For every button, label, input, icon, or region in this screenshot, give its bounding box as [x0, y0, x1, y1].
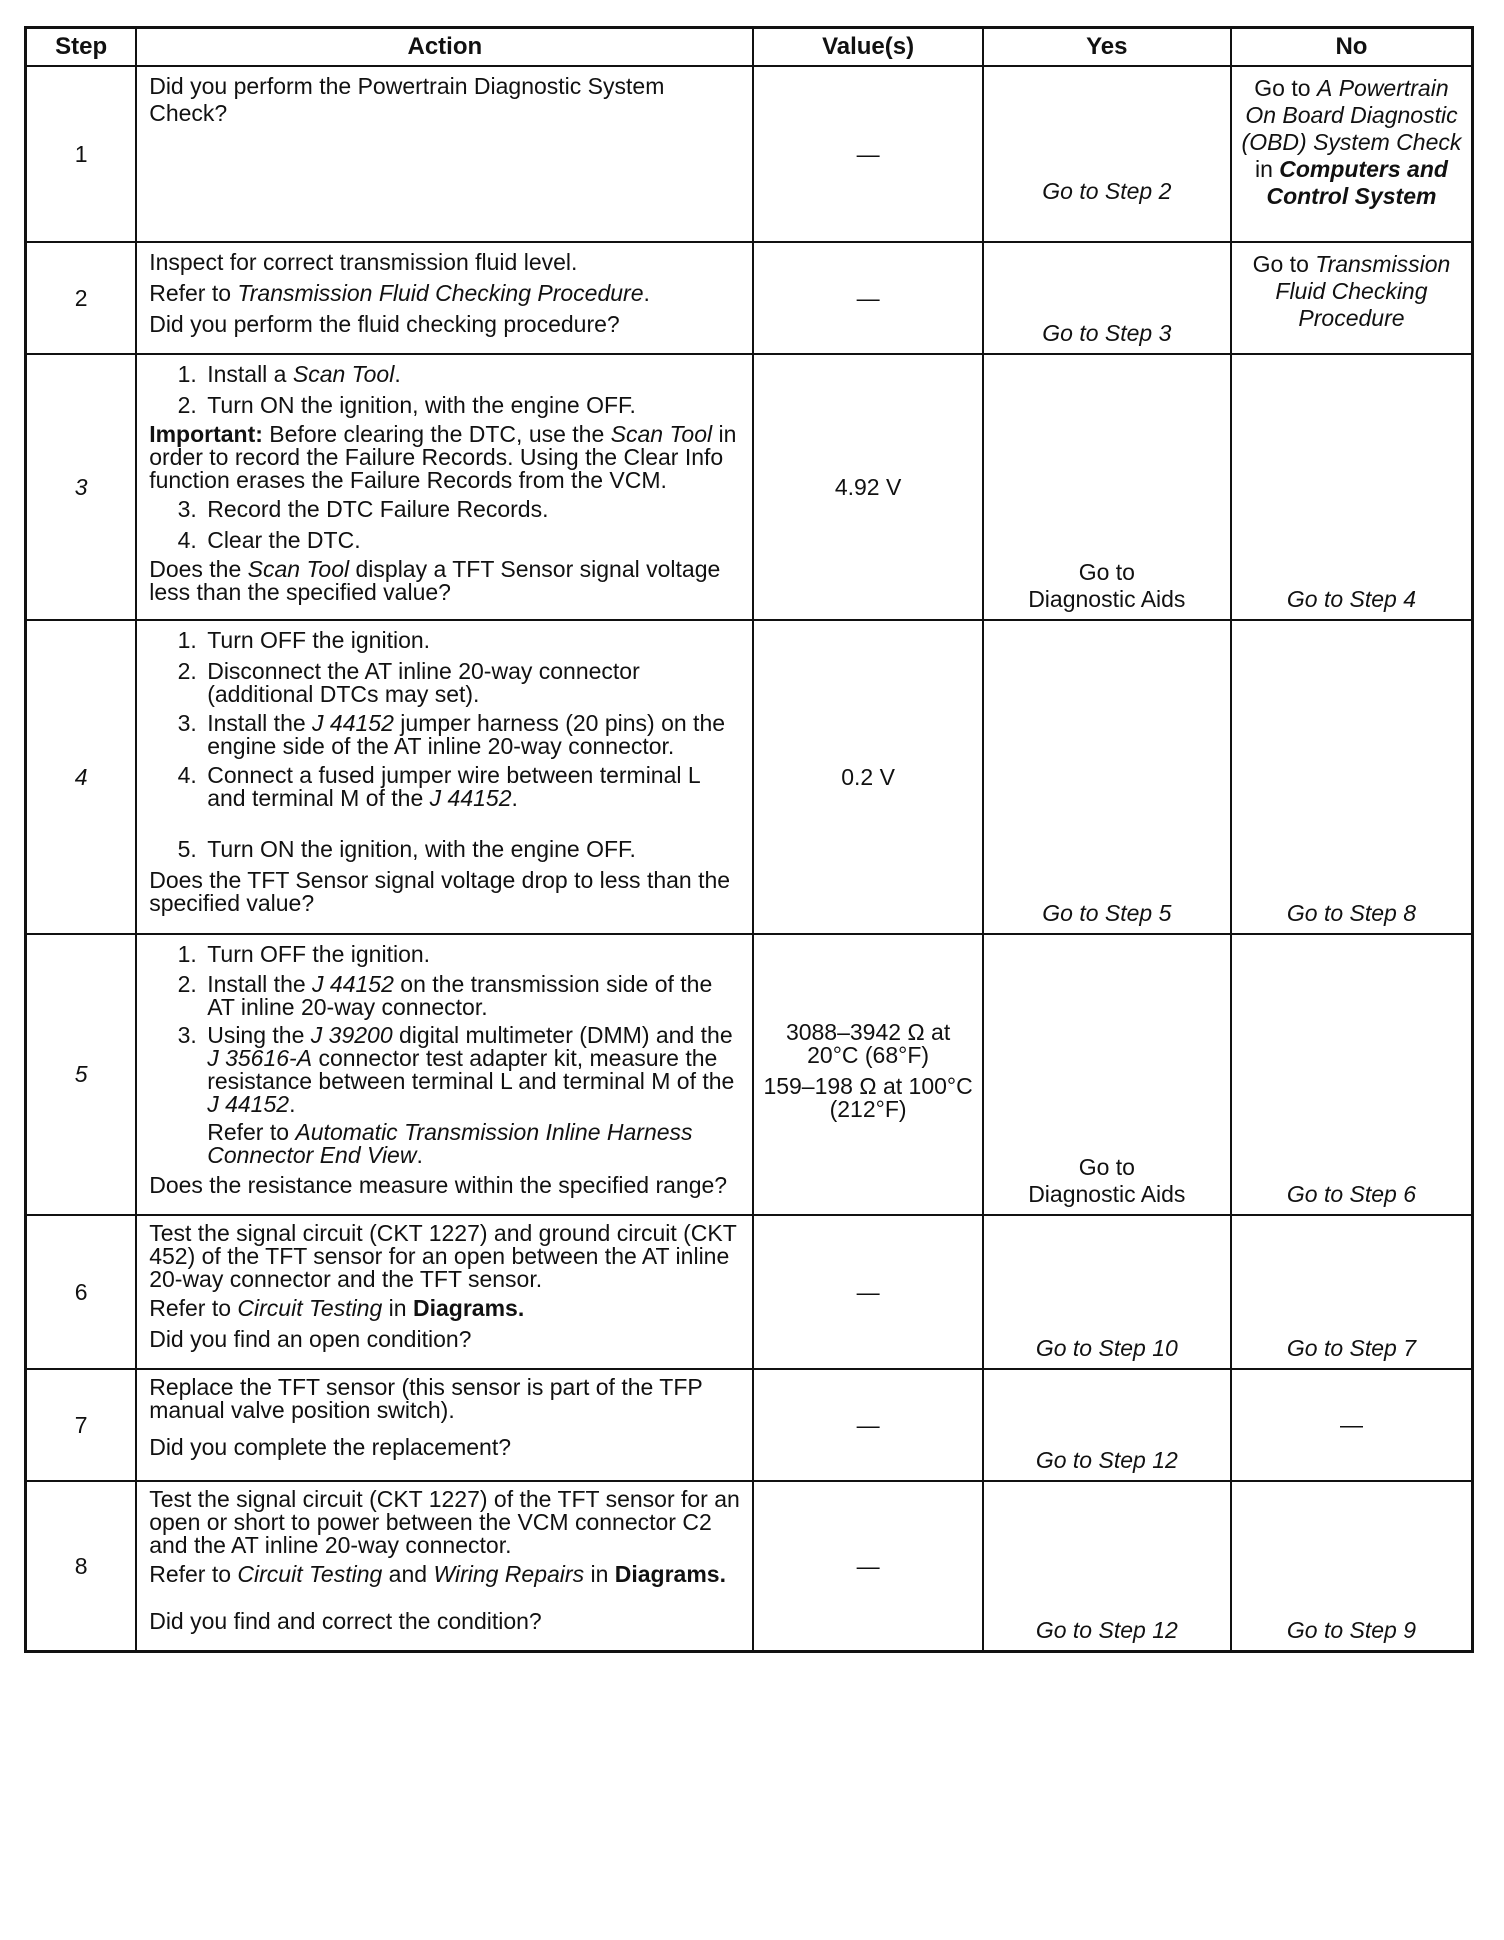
no-cell	[1231, 354, 1473, 620]
header-row	[26, 28, 1473, 67]
no-link[interactable]: Go to Step 7	[1286, 1335, 1417, 1361]
action-cell: 1. Install a Scan Tool. 2. Turn ON the ignition, with the engine OFF. Important: Before clearing the DTC, use the Scan Tool in order to record the Failure Records. Using the Clear Info function erases the Failure Records from the VCM. 3. Record the DTC Failure Records. 4. Clear the DTC. Does the Scan Tool display a TFT Sensor signal voltage less than the specified value?	[136, 354, 753, 620]
header-step: Step	[26, 28, 137, 67]
list-item: 2. Disconnect the AT inline 20-way connector (additional DTCs may set).	[203, 660, 742, 706]
list-item: 1. Turn OFF the ignition.	[203, 941, 742, 968]
no-link[interactable]: Go to Step 8	[1286, 900, 1417, 926]
yes-link[interactable]: Diagnostic Aids	[1028, 1181, 1186, 1207]
step-number: 7	[26, 1369, 137, 1481]
value-cell: 0.2 V	[753, 620, 982, 934]
value-cell: —	[753, 1369, 982, 1481]
question: Did you find and correct the condition?	[149, 1608, 542, 1634]
no-link-title[interactable]: Powertrain On Board Diagnostic (OBD) System Check	[1241, 75, 1462, 155]
header-yes: Yes	[983, 28, 1231, 67]
no-link[interactable]: Transmission Fluid Checking Procedure	[1275, 251, 1451, 331]
step-number: 2	[26, 242, 137, 354]
list-item: 4. Connect a fused jumper wire between terminal L and terminal M of the J 44152.	[203, 764, 742, 810]
step-number: 1	[26, 66, 137, 242]
end-view-ref: Automatic Transmission Inline Harness Connector End View	[207, 1119, 693, 1168]
no-cell: —	[1231, 1369, 1473, 1481]
no-cell	[1231, 934, 1473, 1215]
action-cell	[136, 620, 753, 934]
yes-cell	[983, 620, 1231, 934]
value-cell: —	[753, 66, 982, 242]
step-number: 5	[26, 934, 137, 1215]
no-cell	[1231, 1215, 1473, 1369]
action-cell: Inspect for correct transmission fluid level. Refer to Transmission Fluid Checking Procedure. Did you perform the fluid checking procedure?	[136, 242, 753, 354]
yes-link[interactable]: Go to Step 12	[1035, 1617, 1178, 1643]
table-row	[26, 620, 1473, 934]
list-item: 3. Install the J 44152 jumper harness (20 pins) on the engine side of the AT inline 20-way connector.	[203, 712, 742, 758]
question: Did you perform the fluid checking procedure?	[149, 311, 620, 337]
no-link[interactable]: Go to Step 9	[1286, 1617, 1417, 1643]
table-row	[26, 934, 1473, 1215]
step-number: 6	[26, 1215, 137, 1369]
yes-link[interactable]: Go to Step 2	[1042, 178, 1172, 204]
action-cell	[136, 66, 753, 242]
yes-cell	[983, 1481, 1231, 1652]
table-row	[26, 1481, 1473, 1652]
yes-cell	[983, 1369, 1231, 1481]
no-cell: Go to Transmission Fluid Checking Procedure	[1231, 242, 1473, 354]
value-cell: —	[753, 1215, 982, 1369]
yes-cell	[983, 242, 1231, 354]
diagnostic-table	[24, 26, 1474, 1653]
no-link[interactable]: A	[1316, 75, 1333, 101]
value-cell: —	[753, 1481, 982, 1652]
no-cell: Go to A Powertrain On Board Diagnostic (OBD) System Check in Computers and Control System	[1231, 66, 1473, 242]
action-cell: 1. Turn OFF the ignition. 2. Install the J 44152 on the transmission side of the AT inline 20-way connector. 3. Using the J 39200 digital multimeter (DMM) and the J 35616-A connector test adapter kit, measure the resistance between terminal L and terminal M of the J 44152. Refer to Automatic Transmission Inline Harness Connector End View. Does the resistance measure within the specified range?	[136, 934, 753, 1215]
no-link[interactable]: Go to Step 6	[1286, 1181, 1417, 1207]
table-row	[26, 66, 1473, 242]
yes-cell	[983, 66, 1231, 242]
question: Does the TFT Sensor signal voltage drop to less than the specified value?	[149, 867, 731, 916]
yes-link[interactable]: Diagnostic Aids	[1028, 586, 1186, 612]
important-label: Important:	[149, 421, 263, 447]
value-cell: 4.92 V	[753, 354, 982, 620]
list-item: 2. Turn ON the ignition, with the engine OFF.	[203, 392, 742, 419]
list-item: 1. Turn OFF the ignition.	[203, 627, 742, 654]
action-cell: Replace the TFT sensor (this sensor is part of the TFP manual valve position switch). Did you complete the replacement?	[136, 1369, 753, 1481]
list-item: 5. Turn ON the ignition, with the engine OFF.	[203, 836, 742, 863]
no-cell	[1231, 620, 1473, 934]
yes-link[interactable]: Go to Step 3	[1042, 320, 1172, 346]
question: Does the resistance measure within the specified range?	[149, 1172, 728, 1198]
value-cell: —	[753, 242, 982, 354]
question: Does the Scan Tool display a TFT Sensor signal voltage less than the specified value?	[149, 556, 721, 605]
table-row	[26, 1369, 1473, 1481]
yes-cell	[983, 1215, 1231, 1369]
yes-link[interactable]: Go to Step 12	[1035, 1447, 1178, 1473]
header-no: No	[1231, 28, 1473, 67]
yes-link[interactable]: Go to Step 5	[1042, 900, 1172, 926]
no-cell	[1231, 1481, 1473, 1652]
procedure-ref: Transmission Fluid Checking Procedure	[237, 280, 644, 306]
table-row	[26, 354, 1473, 620]
table-row	[26, 1215, 1473, 1369]
manual-ref: Computers and Control System	[1266, 156, 1448, 209]
header-values: Value(s)	[753, 28, 982, 67]
question: Did you perform the Powertrain Diagnostic System Check?	[149, 73, 665, 126]
table-row	[26, 242, 1473, 354]
yes-cell: Go to Diagnostic Aids	[983, 934, 1231, 1215]
step-number: 8	[26, 1481, 137, 1652]
step-number: 3	[26, 354, 137, 620]
question: Did you find an open condition?	[149, 1326, 472, 1352]
no-link[interactable]: Go to Step 4	[1286, 586, 1417, 612]
action-cell: Test the signal circuit (CKT 1227) and ground circuit (CKT 452) of the TFT sensor for an open between the AT inline 20-way connector and the TFT sensor. Refer to Circuit Testing in Diagrams. Did you find an open condition?	[136, 1215, 753, 1369]
yes-link[interactable]: Go to Step 10	[1035, 1335, 1178, 1361]
header-action: Action	[136, 28, 753, 67]
yes-cell: Go to Diagnostic Aids	[983, 354, 1231, 620]
list-item: 3. Using the J 39200 digital multimeter (DMM) and the J 35616-A connector test adapter kit, measure the resistance between terminal L and terminal M of the J 44152.	[203, 1024, 742, 1116]
list-item: 3. Record the DTC Failure Records.	[203, 496, 742, 523]
list-item: 2. Install the J 44152 on the transmission side of the AT inline 20-way connector.	[203, 973, 742, 1019]
action-cell: Test the signal circuit (CKT 1227) of the TFT sensor for an open or short to power between the VCM connector C2 and the AT inline 20-way connector. Refer to Circuit Testing and Wiring Repairs in Diagrams. Did you find and correct the condition?	[136, 1481, 753, 1652]
value-cell: 3088–3942 Ω at 20°C (68°F) 159–198 Ω at 100°C (212°F)	[753, 934, 982, 1215]
list-item: 1. Install a Scan Tool.	[203, 361, 742, 388]
question: Did you complete the replacement?	[149, 1434, 512, 1460]
step-number: 4	[26, 620, 137, 934]
list-item: 4. Clear the DTC.	[203, 527, 742, 554]
